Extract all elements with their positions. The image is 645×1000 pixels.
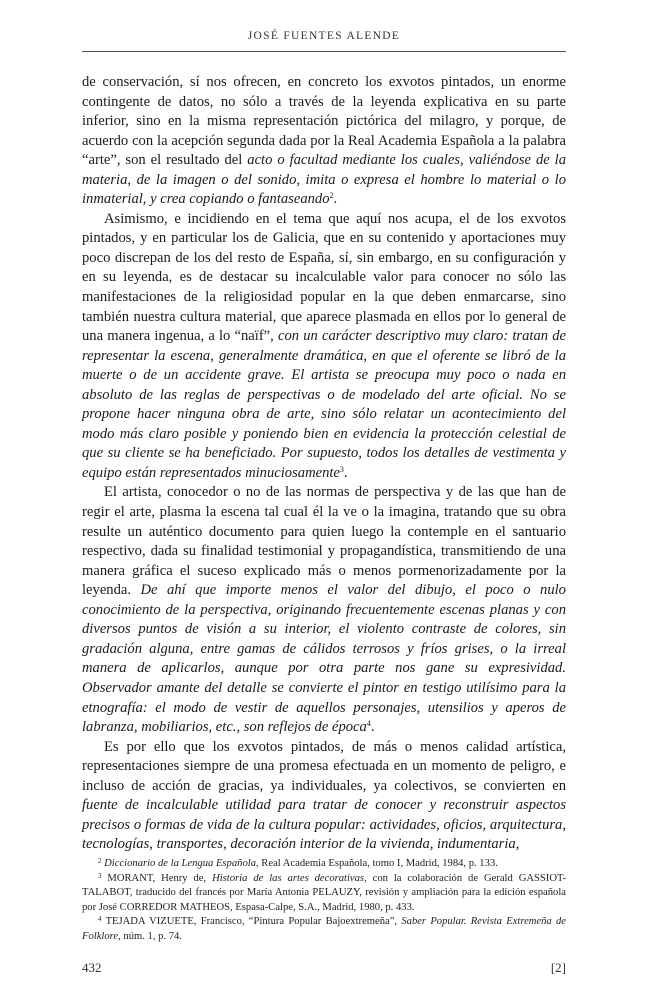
paragraph-3 (82, 483, 566, 737)
footnote-ref-2[interactable]: 2 (329, 191, 334, 201)
footnote-4 (82, 915, 566, 944)
footnote-ref-3[interactable]: 3 (339, 464, 344, 474)
footnote-4-text: , núm. 1, p. 74. (118, 930, 182, 942)
paragraph-2-end: . (343, 464, 348, 481)
paragraph-2-quote: con un carácter descriptivo muy claro: tratan de representar la escena, generalmente dramática, en que el oferente se libró de la muerte o de un accidente grave. El artista se preocupa muy poco o nada en absoluto de las reglas de perspectivas o de modelado del arte oficial. No se propone hacer ninguna obra de arte, sino sólo relatar un acontecimiento del modo más claro posible y poniendo bien en evidencia la protección celestial de que su cliente se ha beneficiado. Por supuesto, todos los detalles de vestimenta y equipo están representados minuciosamente (82, 328, 566, 481)
footnote-3-author: MORANT, Henry de, (107, 872, 213, 884)
footnote-3-text: , con la colaboración de Gerald GASSIOT-TALABOT, traducido del francés por María Antonia PELAUZY, revisión y ampliación para la edición española por José CORREDOR MATHEOS, Espasa-Calpe, S.A., Madrid, 1980, p. 433. (82, 872, 566, 913)
paragraph-1-end: . (333, 191, 338, 208)
footnote-ref-4[interactable]: 4 (366, 719, 371, 729)
header-rule (82, 51, 566, 52)
footnote-4-title: Saber Popular. Revista Extremeña de Folklore (82, 916, 566, 942)
paragraph-1-text: de conservación, sí nos ofrecen, en concreto los exvotos pintados, un enorme contingente de datos, no sólo a través de la leyenda explicativa en su parte inferior, sino en la misma representación pictórica del milagro, y porque, de acuerdo con la acepción segunda dada por la Real Academia Española a la palabra “arte”, son el resultado del (82, 74, 566, 169)
paragraph-3-end: . (370, 719, 375, 736)
paragraph-4 (82, 738, 566, 855)
paragraph-3-quote: De ahí que importe menos el valor del dibujo, el poco o nulo conocimiento de la perspectiva, originando frecuentemente escenas planas y con diversos puntos de visión a su interior, el violento contraste de colores, sin gradación alguna, entre gamas de cálidos terrosos y fríos grises, o la irreal manera de aplicarlos, aunque por otra parte nos gane su expresividad. Observador amante del detalle se convierte el pintor en testigo utilísimo para la etnografía: el modo de vestir de aquellos personajes, utensilios y aperos de labranza, mobiliarios, etc., son reflejos de época (82, 582, 566, 736)
footnote-3-title: Historia de las artes decorativas (212, 872, 365, 884)
paragraph-4-quote: fuente de incalculable utilidad para tratar de conocer y reconstruir aspectos precisos o formas de vida de la cultura popular: actividades, oficios, arquitectura, tecnologías, transportes, decoración interior de la vivienda, indumentaria, (82, 797, 566, 853)
body-text (82, 73, 566, 855)
footnote-3 (82, 872, 566, 916)
footnote-2 (82, 857, 566, 872)
paragraph-2-text: Asimismo, e incidiendo en el tema que aquí nos acupa, el de los exvotos pintados, y en particular los de Galicia, que en su contenido y aportaciones muy poco discrepan de los del resto de España, sí, sin embargo, en su configuración y en su leyenda, es de destacar su incalculable valor para conocer no sólo las manifestaciones de la religiosidad popular en la que deben enmarcarse, sino también nuestra cultura material, que aparece plasmada en ellos por lo general de una manera ingenua, a lo “naïf”, (82, 210, 566, 345)
paragraph-2 (82, 210, 566, 484)
footnote-2-text: , Real Academia Española, tomo I, Madrid, 1984, p. 133. (256, 858, 498, 869)
page-number: 432 (82, 960, 102, 975)
footnote-3-number: 3 (98, 871, 102, 880)
footnote-2-title: Diccionario de la Lengua Española (104, 858, 256, 869)
footnote-4-number: 4 (98, 915, 102, 924)
footnote-2-number: 2 (98, 857, 102, 865)
document-ref: [2] (550, 960, 566, 975)
paragraph-4-text: Es por ello que los exvotos pintados, de más o menos calidad artística, representaciones siempre de una promesa efectuada en un momento de peligro, e incluso de acción de gracias, ya individuales, ya colectivos, se convierten en (82, 738, 566, 794)
paragraph-1-quote: acto o facultad mediante los cuales, valiéndose de la materia, de la imagen o del sonido, imita o expresa el hombre lo material o lo inmaterial, y crea copiando o fantaseando (82, 152, 566, 208)
running-head: JOSÉ FUENTES ALENDE (247, 30, 401, 42)
footnotes (82, 857, 566, 945)
paragraph-3-text: El artista, conocedor o no de las normas de perspectiva y de las que han de regir el arte, plasma la escena tal cual él la ve o la imagina, tratando que su obra resulte un auténtico documento para quien luego la contemple en el santuario respectivo, dada su finalidad testimonial y propagandística, transmitiendo de una manera gráfica el suceso explicado más o menos pormenorizadamente por la leyenda. (82, 484, 566, 599)
footnote-4-author: TEJADA VIZUETE, Francisco, “Pintura Popular Bajoextremeña”, (105, 916, 402, 928)
paragraph-1 (82, 73, 566, 210)
